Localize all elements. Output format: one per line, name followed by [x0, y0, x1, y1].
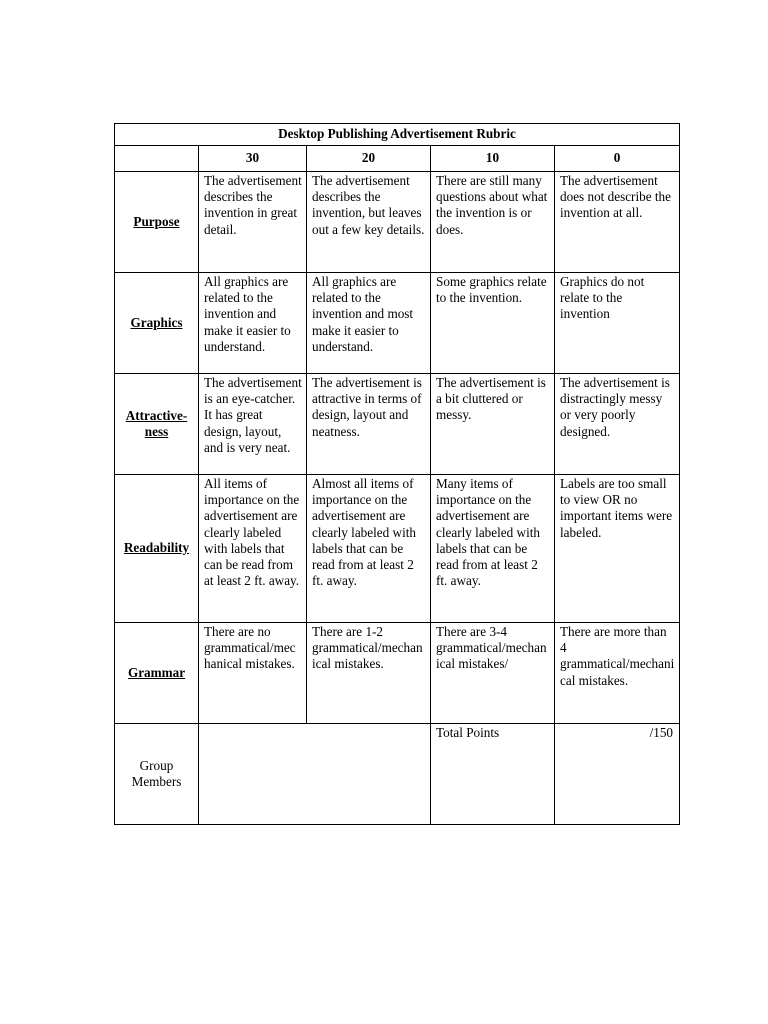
- criterion-label-readability: Readability: [115, 475, 199, 623]
- rubric-cell: Many items of importance on the advertisement are clearly labeled with labels that can be read from at least 2 ft. away.: [431, 475, 555, 623]
- criterion-label-purpose: Purpose: [115, 172, 199, 273]
- criterion-row-graphics: [115, 273, 680, 374]
- total-points-label: Total Points: [431, 724, 555, 825]
- score-header-row: [115, 146, 680, 172]
- blank-header-cell: [115, 146, 199, 172]
- rubric-cell: The advertisement does not describe the invention at all.: [555, 172, 680, 273]
- rubric-cell: There are 3-4 grammatical/mechanical mistakes/: [431, 623, 555, 724]
- rubric-cell: All items of importance on the advertisement are clearly labeled with labels that can be read from at least 2 ft. away.: [199, 475, 307, 623]
- group-members-label: Group Members: [115, 724, 199, 825]
- score-header-30: 30: [199, 146, 307, 172]
- score-header-0: 0: [555, 146, 680, 172]
- rubric-cell: The advertisement describes the invention, but leaves out a few key details.: [307, 172, 431, 273]
- criterion-row-purpose: [115, 172, 680, 273]
- rubric-table: [114, 123, 680, 825]
- rubric-title: Desktop Publishing Advertisement Rubric: [115, 124, 680, 146]
- score-header-10: 10: [431, 146, 555, 172]
- total-points-value: /150: [555, 724, 680, 825]
- rubric-cell: There are more than 4 grammatical/mechanical mistakes.: [555, 623, 680, 724]
- rubric-cell: Graphics do not relate to the invention: [555, 273, 680, 374]
- rubric-cell: All graphics are related to the invention and make it easier to understand.: [199, 273, 307, 374]
- criterion-row-attractiveness: [115, 374, 680, 475]
- criterion-row-grammar: [115, 623, 680, 724]
- footer-row: [115, 724, 680, 825]
- rubric-cell: There are still many questions about what the invention is or does.: [431, 172, 555, 273]
- rubric-cell: There are no grammatical/mechanical mistakes.: [199, 623, 307, 724]
- rubric-cell: The advertisement describes the invention in great detail.: [199, 172, 307, 273]
- criterion-label-grammar: Grammar: [115, 623, 199, 724]
- rubric-cell: Some graphics relate to the invention.: [431, 273, 555, 374]
- criterion-row-readability: [115, 475, 680, 623]
- criterion-label-graphics: Graphics: [115, 273, 199, 374]
- rubric-cell: The advertisement is attractive in terms of design, layout and neatness.: [307, 374, 431, 475]
- rubric-cell: The advertisement is a bit cluttered or messy.: [431, 374, 555, 475]
- score-header-20: 20: [307, 146, 431, 172]
- group-members-field: [199, 724, 431, 825]
- rubric-cell: There are 1-2 grammatical/mechanical mistakes.: [307, 623, 431, 724]
- rubric-cell: Labels are too small to view OR no important items were labeled.: [555, 475, 680, 623]
- rubric-cell: The advertisement is an eye-catcher. It has great design, layout, and is very neat.: [199, 374, 307, 475]
- criterion-label-attractiveness: Attractive-ness: [115, 374, 199, 475]
- rubric-cell: Almost all items of importance on the advertisement are clearly labeled with labels that can be read from at least 2 ft. away.: [307, 475, 431, 623]
- rubric-cell: The advertisement is distractingly messy or very poorly designed.: [555, 374, 680, 475]
- rubric-cell: All graphics are related to the invention and most make it easier to understand.: [307, 273, 431, 374]
- title-row: [115, 124, 680, 146]
